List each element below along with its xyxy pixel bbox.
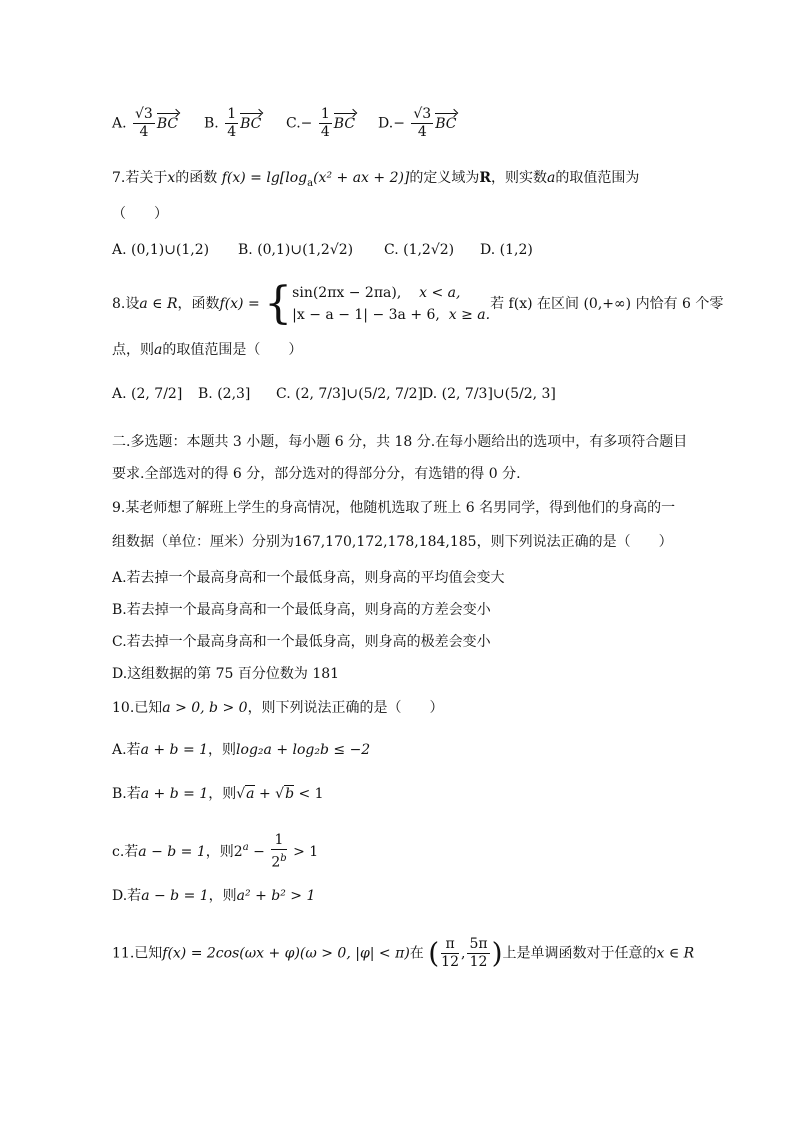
q9-option-b: B.若去掉一个最高身高和一个最低身高，则身高的方差会变小 (112, 602, 491, 618)
q7-blank: （ ） (112, 206, 168, 222)
q8-stem: 8.设a ∈ R，函数f(x) = { sin(2πx − 2πa), x < a, |x − a − 1| − 3a + 6, x ≥ a. 若 f(x) 在区间 (0,+∞) 内恰有 6 个零 (112, 278, 724, 329)
q8-stem-line2: 点，则a的取值范围是（ ） (112, 342, 303, 358)
q6-option-a: A. $\frac{√3}{4}$ BC (112, 106, 179, 140)
q6-option-c: C.− $\frac{1}{4}$ BC (286, 106, 356, 140)
q9-option-c: C.若去掉一个最高身高和一个最低身高，则身高的极差会变小 (112, 634, 491, 650)
q9-option-a: A.若去掉一个最高身高和一个最低身高，则身高的平均值会变大 (112, 570, 505, 586)
q11-stem: 11.已知f(x) = 2cos(ωx + φ)(ω > 0, |φ| < π)在 ( $\frac{\pi}{12}$ , $\frac{5\pi}{12}$ )上是单调函数对于任意的x ∈ R (112, 936, 695, 970)
q10-option-a: A.若a + b = 1，则log₂a + log₂b ≤ −2 (112, 742, 371, 758)
q9-option-d: D.这组数据的第 75 百分位数为 181 (112, 666, 340, 682)
q6-option-d: D.− $\frac{√3}{4}$ BC (378, 106, 457, 140)
q7-option-c: C. (1,2√2) (384, 242, 455, 258)
q8-option-a: A. (2, 7/2] (112, 386, 183, 402)
q6-option-b: B. $\frac{1}{4}$ BC (204, 106, 262, 140)
q10-option-b: B.若a + b = 1，则√a + √b < 1 (112, 786, 324, 802)
q8-piecewise: sin(2πx − 2πa), x < a, |x − a − 1| − 3a + 6, x ≥ a. (292, 285, 491, 323)
q7-option-d: D. (1,2) (480, 242, 533, 258)
q8-option-d: D. (2, 7/3]∪(5/2, 3] (422, 386, 556, 402)
q8-option-b: B. (2,3] (198, 386, 251, 402)
q7-option-a: A. (0,1)∪(1,2) (112, 242, 210, 258)
q7-stem: 7.若关于x的函数 $f(x) = \lg[\log_a(x^2$ + ax + 2)]的定义域为R，则实数a的取值范围为 (112, 170, 640, 189)
q9-data: 167,170,172,178,184,185 (294, 534, 477, 550)
q10-option-d: D.若a − b = 1，则a² + b² > 1 (112, 888, 316, 904)
q7-option-b: B. (0,1)∪(1,2√2) (238, 242, 354, 258)
section2-heading-line2: 要求.全部选对的得 6 分，部分选对的得部分分，有选错的得 0 分. (112, 466, 521, 482)
q10-stem: 10.已知a > 0, b > 0，则下列说法正确的是（ ） (112, 700, 444, 716)
q8-brace: { (264, 278, 293, 329)
q8-option-c: C. (2, 7/3]∪(5/2, 7/2] (276, 386, 424, 402)
q9-stem: 9.某老师想了解班上学生的身高情况，他随机选取了班上 6 名男同学，得到他们的身高的一 (112, 500, 676, 516)
section2-heading: 二.多选题：本题共 3 小题，每小题 6 分，共 18 分.在每小题给出的选项中，有多项符合题目 (112, 434, 688, 450)
q9-stem-line2: 组数据（单位：厘米）分别为167,170,172,178,184,185，则下列说法正确的是（ ） (112, 534, 673, 550)
q10-option-c: c.若a − b = 1，则$2^a$ − $\frac{1}{2^b}$ > 1 (112, 832, 319, 871)
